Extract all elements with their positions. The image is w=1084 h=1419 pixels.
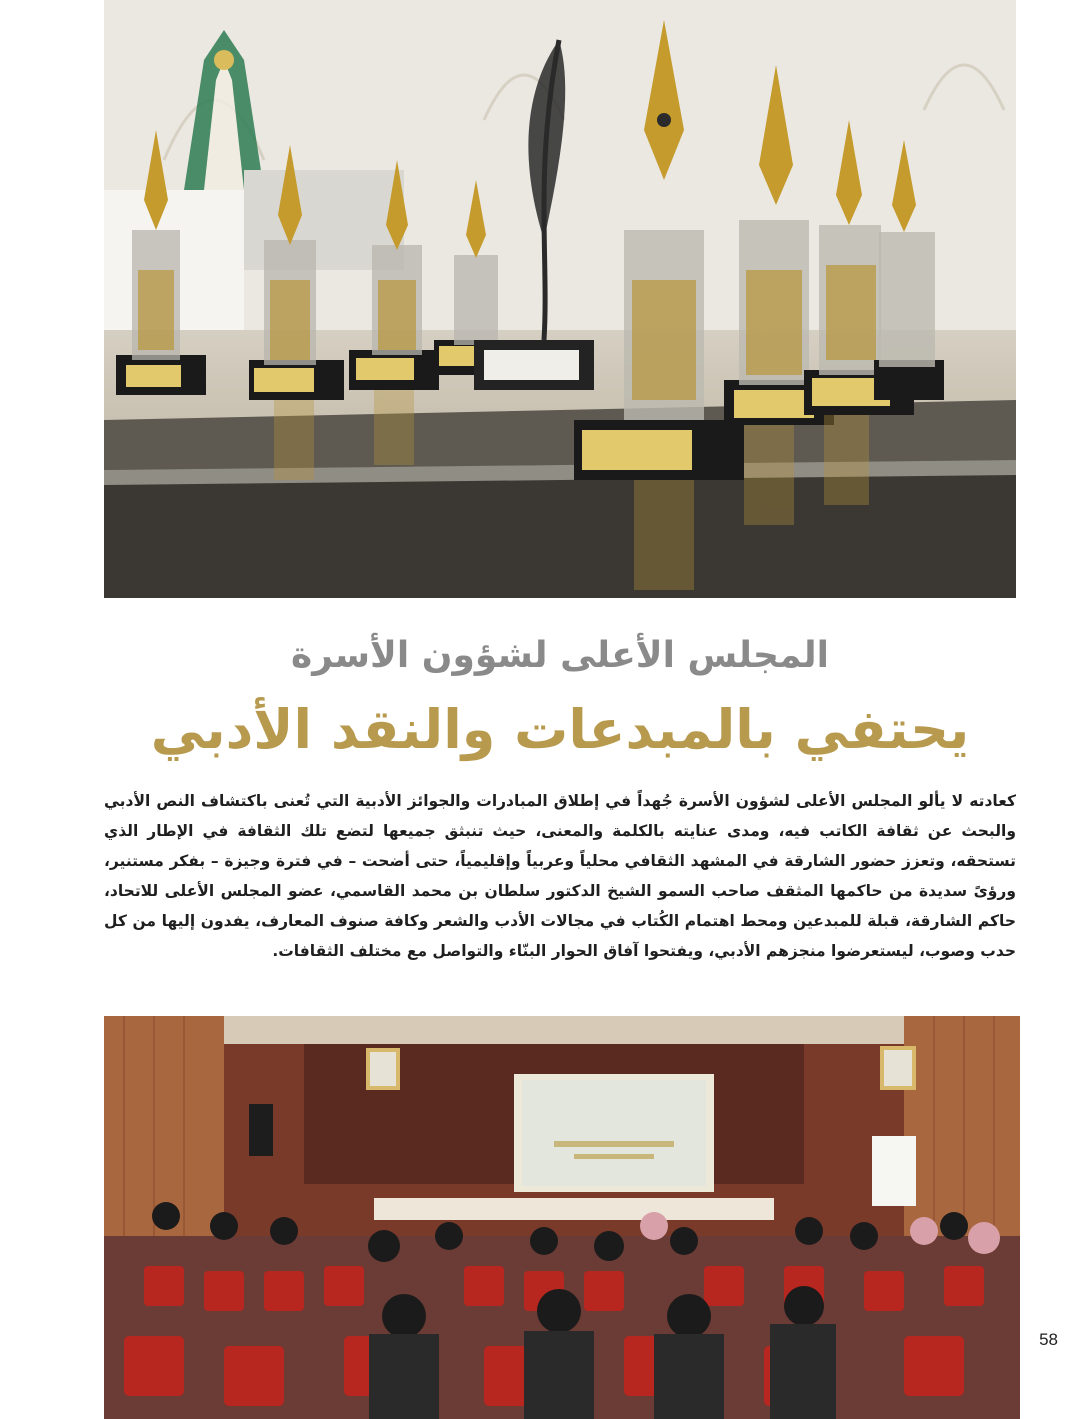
article-body: كعادته لا يألو المجلس الأعلى لشؤون الأسرة جُهداً في إطلاق المبادرات والجوائز الأدبية التي تُعنى باكتشاف النص الأدبي والبحث عن ثقافة الكاتب فيه، ومدى عنايته بالكلمة والمعنى، حيث تنبثق جميعها لتضع تلك الثقافة في الإطار الذي تستحقه، وتعزز حضور الشارقة في المشهد الثقافي محلياً وعربياً وإقليمياً، حتى أضحت – في فترة وجيزة – بفكر مستنير، ورؤىً سديدة من حاكمها المثقف صاحب السمو الشيخ الدكتور سلطان بن محمد القاسمي، عضو المجلس الأعلى للاتحاد، حاكم الشارقة، قبلة للمبدعين ومحط اهتمام الكُتاب في مجالات الأدب والشعر وكافة صنوف المعارف، يفدون إليها من كل حدب وصوب، ليستعرضوا منجزهم الأدبي، ويفتحوا آفاق الحوار البنّاء والتواصل مع مختلف الثقافات. bbox=[104, 792, 1016, 960]
conference-photo-illustration bbox=[104, 1016, 1020, 1419]
conference-photo bbox=[104, 1016, 1020, 1419]
awards-photo bbox=[104, 0, 1016, 598]
article-title: يحتفي بالمبدعات والنقد الأدبي bbox=[150, 698, 970, 761]
page-number: 58 bbox=[1039, 1330, 1058, 1349]
article-subtitle: المجلس الأعلى لشؤون الأسرة bbox=[291, 635, 829, 676]
awards-photo-illustration bbox=[104, 0, 1016, 598]
